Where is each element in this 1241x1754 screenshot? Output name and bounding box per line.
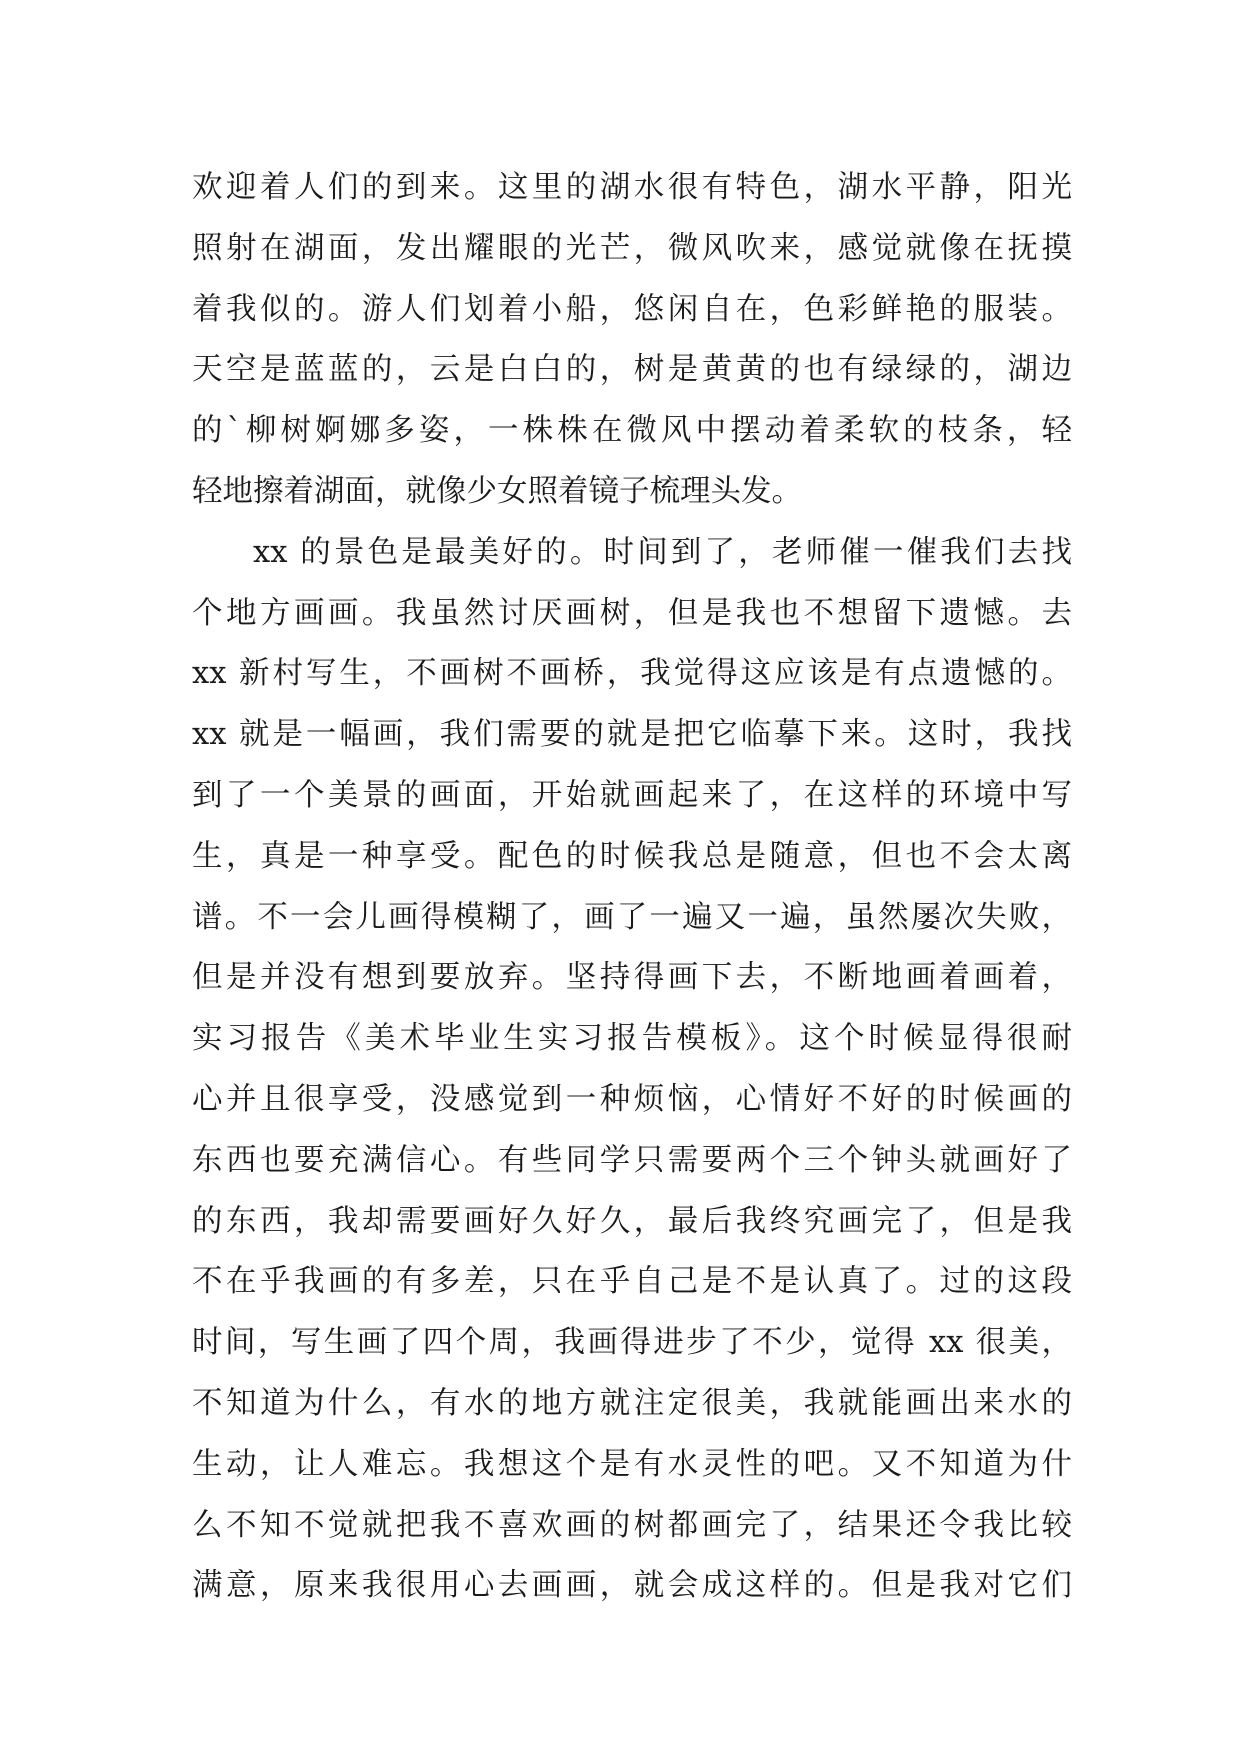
text-line: 时间，写生画了四个周，我画得进步了不少，觉得 xx 很美，: [192, 1325, 1072, 1361]
text-line: 生，真是一种享受。配色的时候我总是随意，但也不会太离: [192, 838, 1072, 874]
text-line: xx 新村写生，不画树不画桥，我觉得这应该是有点遗憾的。: [192, 656, 1072, 692]
text-line: xx 就是一幅画，我们需要的就是把它临摹下来。这时，我找: [192, 717, 1072, 753]
text-line: 谱。不一会儿画得模糊了，画了一遍又一遍，虽然屡次失败，: [192, 899, 1072, 935]
text-line: 么不知不觉就把我不喜欢画的树都画完了，结果还令我比较: [192, 1507, 1072, 1543]
text-line: xx 的景色是最美好的。时间到了，老师催一催我们去找: [253, 534, 1072, 570]
body-text: [192, 158, 1072, 1617]
text-line: 天空是蓝蓝的，云是白白的，树是黄黄的也有绿绿的，湖边: [192, 352, 1072, 388]
text-line: 着我似的。游人们划着小船，悠闲自在，色彩鲜艳的服装。: [192, 291, 1072, 327]
text-line: 到了一个美景的画面，开始就画起来了，在这样的环境中写: [192, 777, 1072, 813]
text-line: 生动，让人难忘。我想这个是有水灵性的吧。又不知道为什: [192, 1446, 1072, 1482]
text-line: 满意，原来我很用心去画画，就会成这样的。但是我对它们: [192, 1568, 1072, 1604]
paragraph-2: [192, 523, 1072, 1617]
text-line: 的东西，我却需要画好久好久，最后我终究画完了，但是我: [192, 1203, 1072, 1239]
text-line: 欢迎着人们的到来。这里的湖水很有特色，湖水平静，阳光: [192, 170, 1072, 205]
text-line: 不在乎我画的有多差，只在乎自己是不是认真了。过的这段: [192, 1264, 1072, 1300]
text-line: 但是并没有想到要放弃。坚持得画下去，不断地画着画着，: [192, 960, 1072, 996]
text-line: 实习报告《美术毕业生实习报告模板》。这个时候显得很耐: [192, 1021, 1072, 1057]
text-line: 照射在湖面，发出耀眼的光芒，微风吹来，感觉就像在抚摸: [192, 230, 1072, 266]
text-line: 轻地擦着湖面，就像少女照着镜子梳理头发。: [192, 473, 802, 509]
paragraph-1: [192, 158, 1072, 523]
text-line: 东西也要充满信心。有些同学只需要两个三个钟头就画好了: [192, 1142, 1072, 1178]
text-line: 心并且很享受，没感觉到一种烦恼，心情好不好的时候画的: [192, 1081, 1072, 1117]
text-line: 不知道为什么，有水的地方就注定很美，我就能画出来水的: [192, 1385, 1072, 1421]
text-line: 的`柳树婀娜多姿，一株株在微风中摆动着柔软的枝条，轻: [192, 413, 1072, 449]
text-line: 个地方画画。我虽然讨厌画树，但是我也不想留下遗憾。去: [192, 595, 1072, 631]
